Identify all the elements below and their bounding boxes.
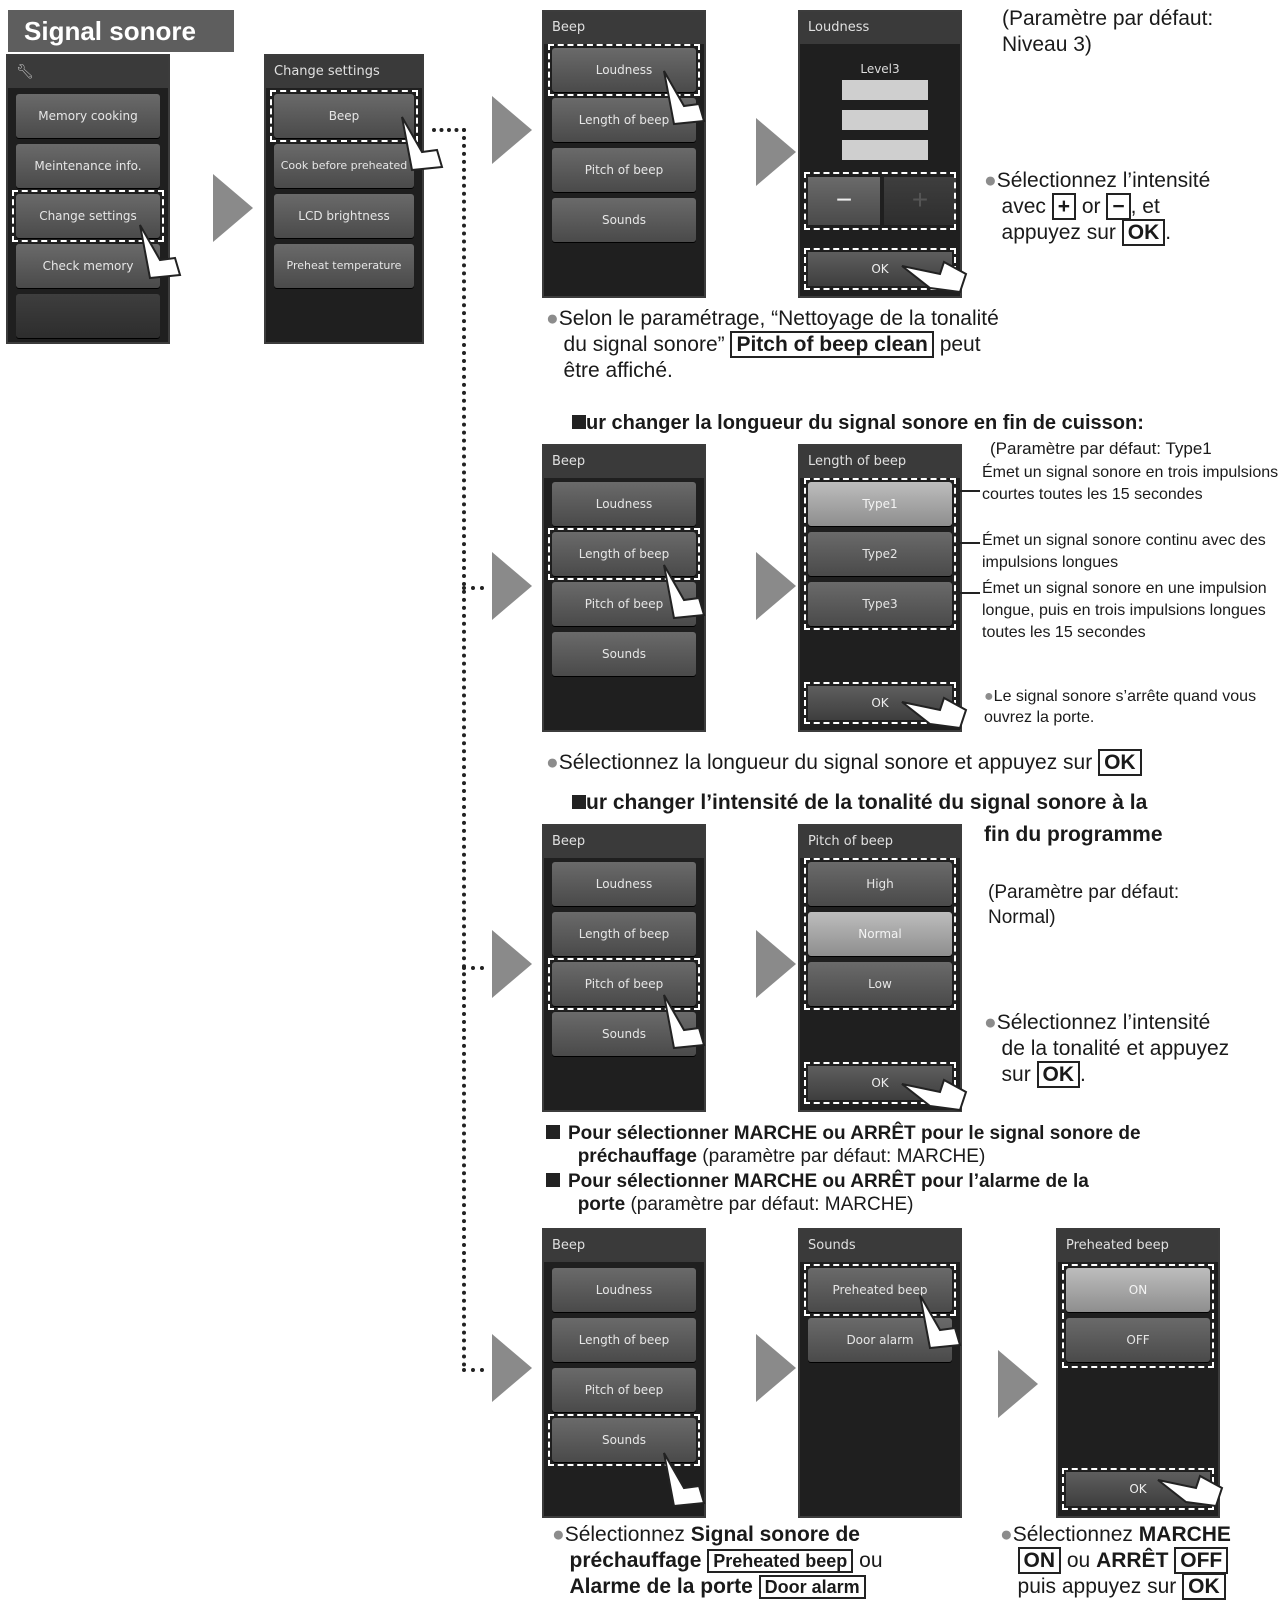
off-button[interactable]: OFF xyxy=(1066,1318,1210,1362)
loudness-button[interactable]: Loudness xyxy=(552,482,696,526)
ok-button[interactable]: OK xyxy=(808,686,952,720)
pointing-hand-icon xyxy=(910,1290,970,1350)
screen-header: Beep xyxy=(544,12,704,44)
sounds-button[interactable]: Sounds xyxy=(552,1418,696,1462)
pitch-default-text: (Paramètre par défaut: Normal) xyxy=(988,882,1180,928)
level-label: Level3 xyxy=(860,62,900,76)
type3-button[interactable]: Type3 xyxy=(808,582,952,626)
leader-line xyxy=(956,542,980,544)
sounds-button[interactable]: Sounds xyxy=(552,1012,696,1056)
pointing-hand-icon xyxy=(392,112,452,172)
loudness-default-text: (Paramètre par défaut: Niveau 3) xyxy=(1002,7,1214,56)
on-button[interactable]: ON xyxy=(1066,1268,1210,1312)
flow-arrow xyxy=(756,1334,796,1402)
memory-cooking-button[interactable]: Memory cooking xyxy=(16,94,160,138)
change-settings-screen xyxy=(264,54,424,344)
door-heading: Pour sélectionner MARCHE ou ARRÊT pour l’alarme de la porte (paramètre par défaut: MARCHE) xyxy=(546,1170,1284,1216)
pitch-of-beep-button[interactable]: Pitch of beep xyxy=(552,582,696,626)
screen-header: Length of beep xyxy=(800,446,960,478)
length-instruction: ●Sélectionnez la longueur du signal sonore et appuyez sur OK xyxy=(546,750,1284,776)
door-note: ●Le signal sonore s’arrête quand vous ouvrez la porte. xyxy=(984,688,1257,726)
type2-description: Émet un signal sonore continu avec des impulsions longues xyxy=(982,532,1266,571)
type3-description: Émet un signal sonore en une impulsion longue, puis en trois impulsions longues toutes les 15 secondes xyxy=(982,580,1267,641)
preheat-heading: Pour sélectionner MARCHE ou ARRÊT pour le signal sonore de préchauffage (paramètre par défaut: MARCHE) xyxy=(546,1122,1284,1168)
check-memory-button[interactable]: Check memory xyxy=(16,244,160,288)
type2-button[interactable]: Type2 xyxy=(808,532,952,576)
ok-button[interactable]: OK xyxy=(808,1066,952,1100)
pointing-hand-icon xyxy=(654,66,714,126)
pointing-hand-icon xyxy=(900,1074,972,1114)
door-alarm-button[interactable]: Door alarm xyxy=(808,1318,952,1362)
high-button[interactable]: High xyxy=(808,862,952,906)
level-bar xyxy=(842,110,928,130)
loudness-button[interactable]: Loudness xyxy=(552,48,696,92)
sounds-instruction: ●Sélectionnez Signal sonore de préchauffage Preheated beep ou Alarme de la porte Door alarm xyxy=(552,1523,883,1598)
length-default-text: (Paramètre par défaut: Type1 xyxy=(990,439,1212,458)
cook-before-preheated-button[interactable]: Cook before preheated xyxy=(274,144,414,188)
loudness-button[interactable]: Loudness xyxy=(552,862,696,906)
flow-arrow xyxy=(213,174,253,242)
length-of-beep-button[interactable]: Length of beep xyxy=(552,912,696,956)
section-title: Signal sonore xyxy=(8,10,234,52)
flow-arrow xyxy=(492,552,532,620)
level-bar xyxy=(842,140,928,160)
flow-arrow xyxy=(492,1334,532,1402)
beep-button[interactable]: Beep xyxy=(274,94,414,138)
beep-menu-screen xyxy=(542,10,706,298)
screen-header: Change settings xyxy=(266,56,422,88)
flow-arrow xyxy=(756,930,796,998)
pitch-of-beep-button[interactable]: Pitch of beep xyxy=(552,1368,696,1412)
screen-header: Preheated beep xyxy=(1058,1230,1218,1262)
main-menu-screen xyxy=(6,54,170,344)
screen-header: Loudness xyxy=(800,12,960,44)
length-of-beep-screen xyxy=(798,444,962,732)
pitch-of-beep-screen xyxy=(798,824,962,1112)
ok-button[interactable]: OK xyxy=(808,252,952,286)
dotted-connector xyxy=(462,128,466,1368)
leader-line xyxy=(956,490,980,492)
sounds-button[interactable]: Sounds xyxy=(552,632,696,676)
screen-header: Sounds xyxy=(800,1230,960,1262)
pointing-hand-icon xyxy=(130,220,190,280)
pointing-hand-icon xyxy=(900,692,972,732)
on-off-instruction: ●Sélectionnez MARCHE ON ou ARRÊT OFF puis appuyez sur OK xyxy=(1000,1523,1231,1598)
flow-arrow xyxy=(492,96,532,164)
clean-note: ●Selon le paramétrage, “Nettoyage de la tonalité du signal sonore” Pitch of beep clean peut être affiché. xyxy=(546,307,999,382)
wrench-icon: 🔧︎ xyxy=(16,64,34,80)
normal-button[interactable]: Normal xyxy=(808,912,952,956)
beep-menu-screen xyxy=(542,824,706,1112)
lcd-brightness-button[interactable]: LCD brightness xyxy=(274,194,414,238)
dotted-connector xyxy=(462,966,484,970)
pitch-of-beep-button[interactable]: Pitch of beep xyxy=(552,148,696,192)
low-button[interactable]: Low xyxy=(808,962,952,1006)
pointing-hand-icon xyxy=(900,256,972,296)
sounds-screen xyxy=(798,1228,962,1518)
leader-line xyxy=(956,592,980,594)
flow-arrow xyxy=(756,552,796,620)
change-settings-button[interactable]: Change settings xyxy=(16,194,160,238)
flow-arrow xyxy=(998,1350,1038,1418)
flow-arrow xyxy=(492,930,532,998)
dotted-connector xyxy=(462,586,484,590)
pitch-of-beep-button[interactable]: Pitch of beep xyxy=(552,962,696,1006)
pointing-hand-icon xyxy=(1156,1470,1228,1510)
screen-header: Beep xyxy=(544,826,704,858)
length-heading: ur changer la longueur du signal sonore en fin de cuisson: xyxy=(572,410,1284,436)
preheat-temperature-button[interactable]: Preheat temperature xyxy=(274,244,414,288)
plus-button[interactable]: + xyxy=(884,177,956,225)
dotted-connector xyxy=(462,1368,484,1372)
length-of-beep-button[interactable]: Length of beep xyxy=(552,98,696,142)
pitch-instruction: ●Sélectionnez l’intensité de la tonalité et appuyez sur OK . xyxy=(984,1011,1230,1086)
minus-button[interactable]: − xyxy=(808,177,880,225)
pointing-hand-icon xyxy=(654,560,714,620)
length-of-beep-button[interactable]: Length of beep xyxy=(552,532,696,576)
disabled-menu-button xyxy=(16,294,160,338)
loudness-button[interactable]: Loudness xyxy=(552,1268,696,1312)
level-bar xyxy=(842,80,928,100)
pointing-hand-icon xyxy=(654,990,714,1050)
type1-description: Émet un signal sonore en trois impulsions courtes toutes les 15 secondes xyxy=(982,464,1279,503)
pitch-heading-line2: fin du programme xyxy=(984,823,1163,846)
maintenance-info-button[interactable]: Meintenance info. xyxy=(16,144,160,188)
pitch-heading: ur changer l’intensité de la tonalité du signal sonore à la xyxy=(572,790,1284,816)
preheated-beep-button[interactable]: Preheated beep xyxy=(808,1268,952,1312)
pointing-hand-icon xyxy=(654,1448,714,1508)
loudness-instruction: ●Sélectionnez l’intensité avec + or − , et appuyez sur OK . xyxy=(984,169,1211,244)
main-menu-header xyxy=(8,56,168,88)
flow-arrow xyxy=(756,118,796,186)
screen-header: Beep xyxy=(544,446,704,478)
ok-button[interactable]: OK xyxy=(1066,1472,1210,1506)
sounds-button[interactable]: Sounds xyxy=(552,198,696,242)
type1-button[interactable]: Type1 xyxy=(808,482,952,526)
length-of-beep-button[interactable]: Length of beep xyxy=(552,1318,696,1362)
loudness-screen xyxy=(798,10,962,298)
screen-header: Pitch of beep xyxy=(800,826,960,858)
screen-header: Beep xyxy=(544,1230,704,1262)
